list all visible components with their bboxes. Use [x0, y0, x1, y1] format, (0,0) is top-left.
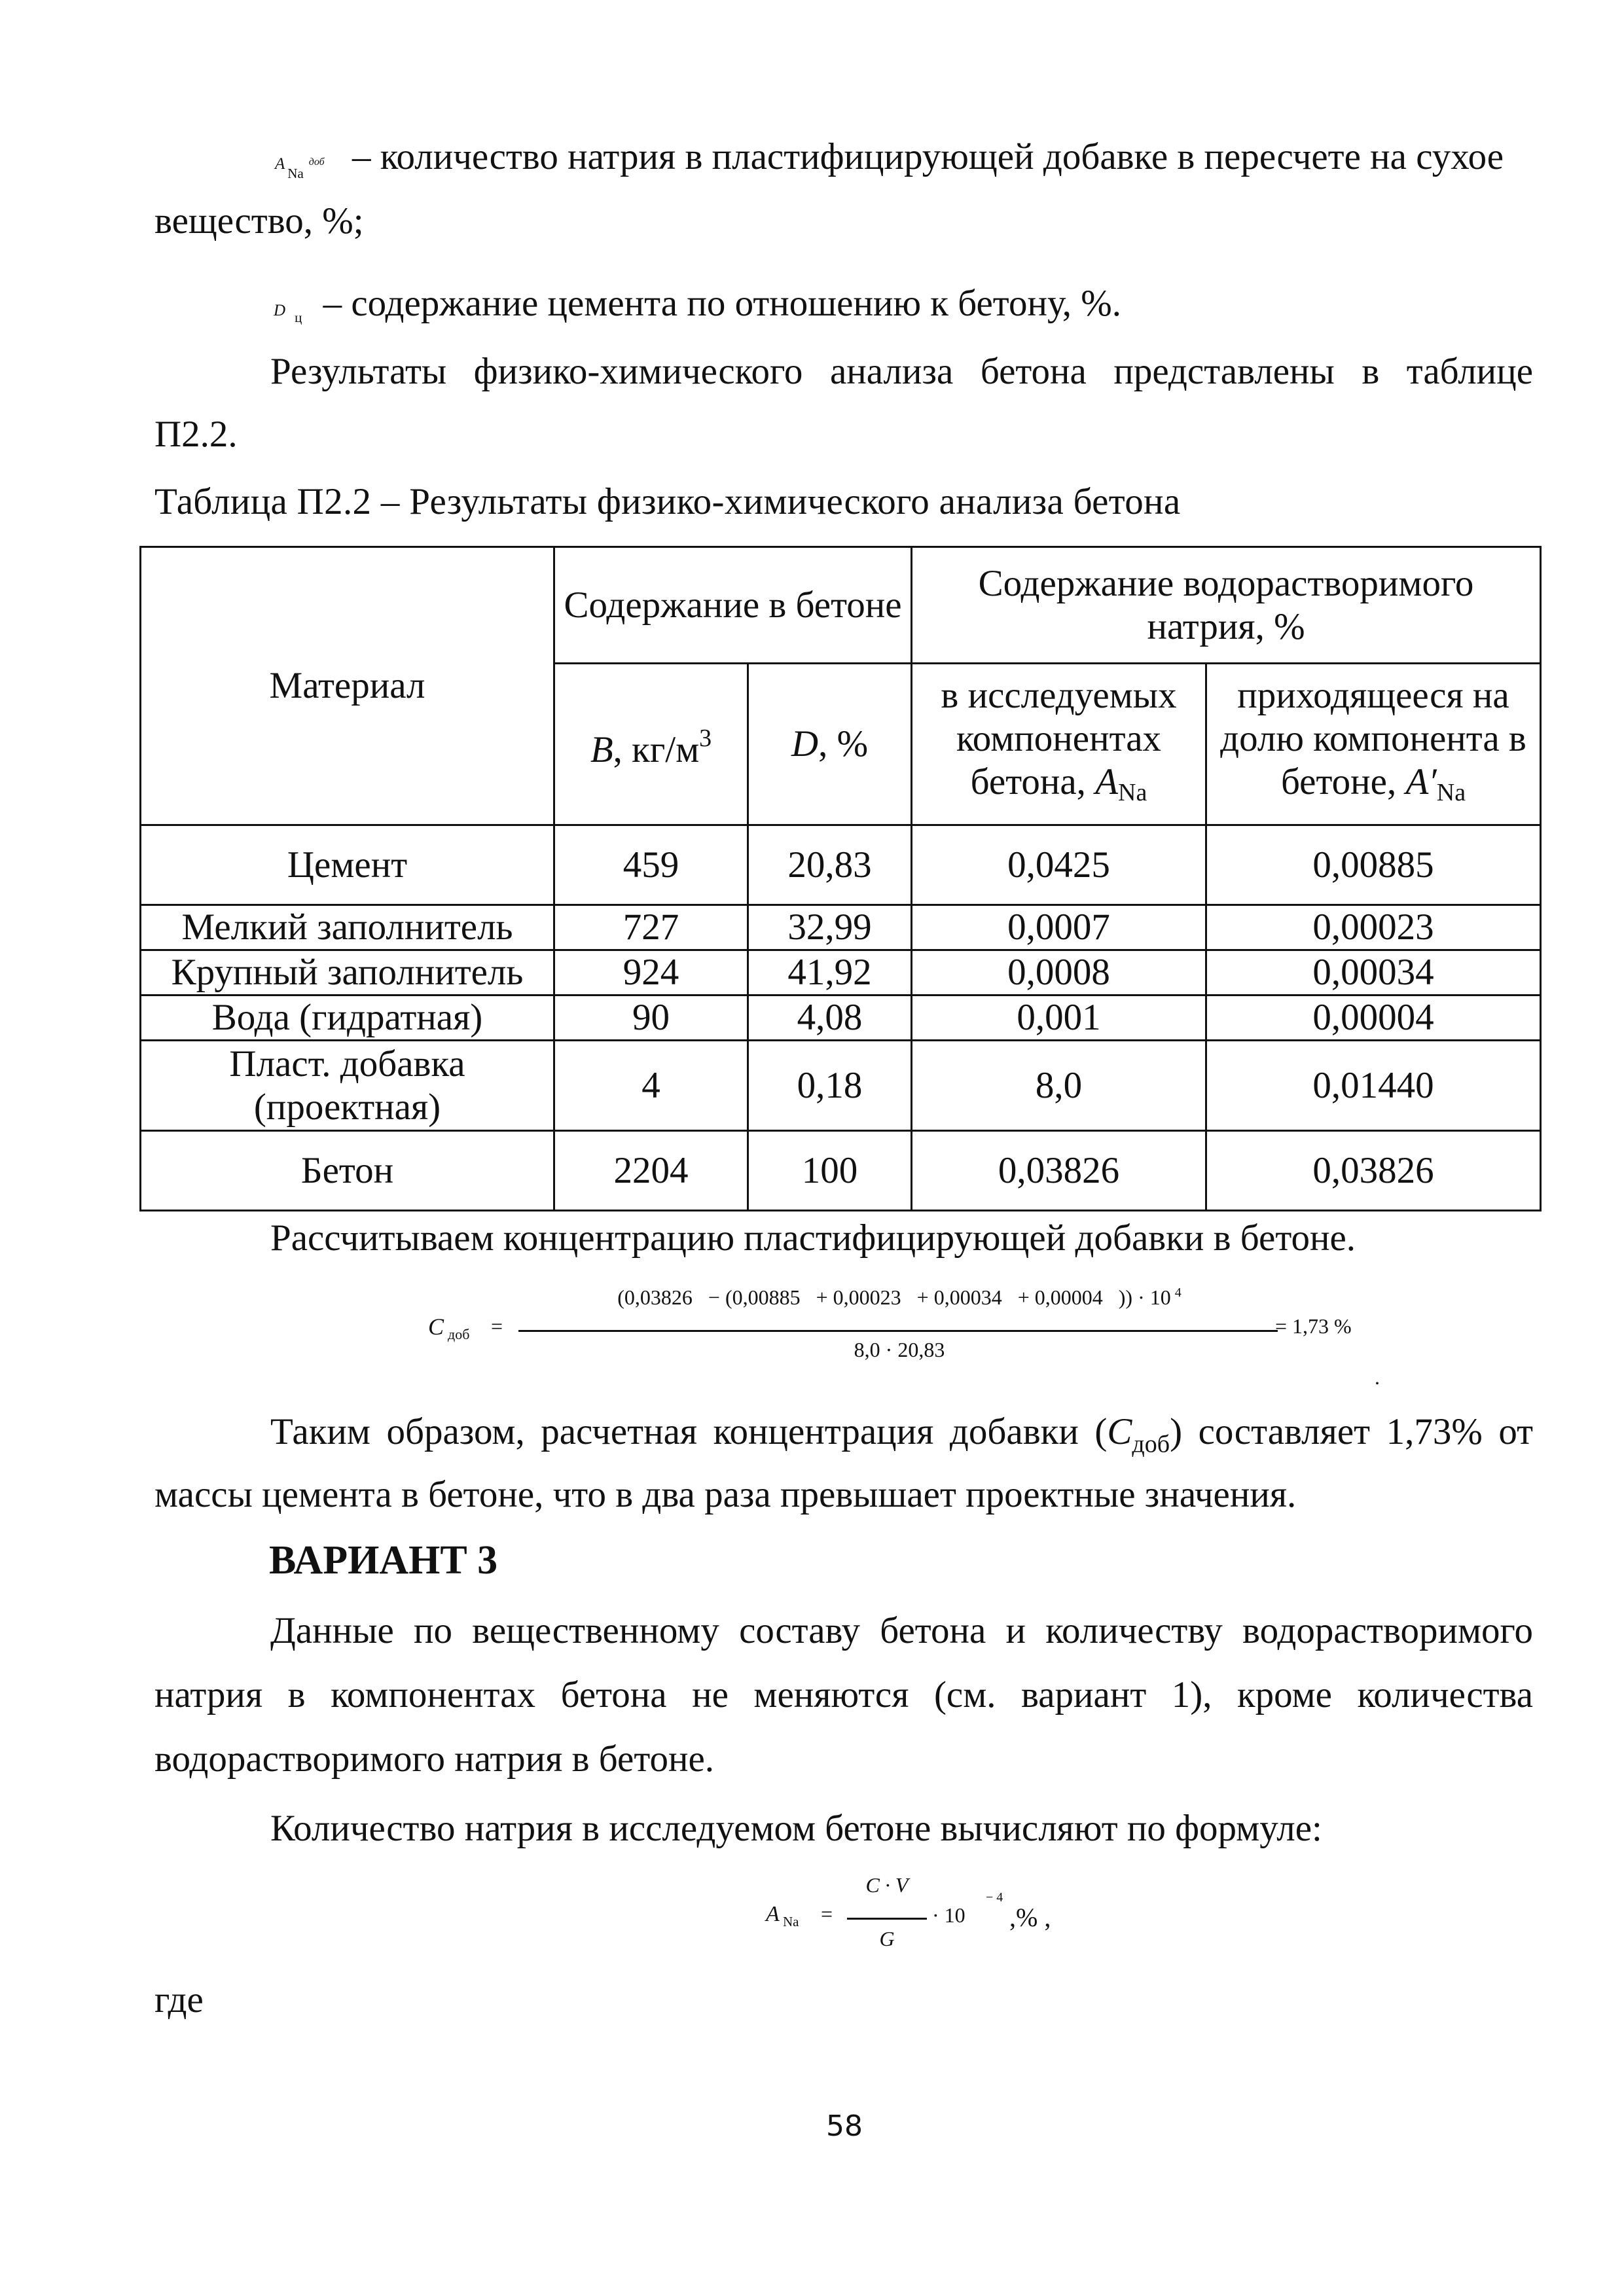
cell-d: 4,08: [748, 996, 912, 1041]
cell-a: 0,0008: [912, 950, 1206, 996]
symbol-sub-c: ц: [295, 310, 302, 325]
cell-a: 0,0007: [912, 905, 1206, 950]
header-d: D, %: [748, 664, 912, 825]
def-d-c: [274, 281, 1121, 333]
formula2-fraction-bar: [847, 1918, 927, 1920]
def-a-na-dob: [275, 135, 1504, 188]
table-row: [141, 1131, 1541, 1211]
cell-a: 0,001: [912, 996, 1206, 1041]
cell-d: 0,18: [748, 1041, 912, 1131]
def-a-text: – количество натрия в пластифицирующей добавке в пересчете на сухое: [352, 136, 1504, 177]
conclusion-line-1: Таким образом, расчетная концентрация добавки $(C_{доб})$ составляет 1,73% от: [270, 1411, 1534, 1458]
symbol-d: D: [274, 302, 286, 319]
formula2-mult: · 10: [932, 1903, 965, 1927]
formula1-fraction-bar: [518, 1330, 1278, 1332]
header-in-components: в исследуемых компонентах бетона, $A_{Na}$: [912, 664, 1206, 825]
table-caption: Таблица П2.2 – Результаты физико-химического анализа бетона: [154, 481, 1181, 522]
header-content: Содержание в бетоне: [554, 547, 912, 664]
intro-line-2: П2.2.: [154, 414, 238, 455]
conclusion-line-2: массы цемента в бетоне, что в два раза превышает проектные значения.: [154, 1474, 1297, 1515]
cell-b: 90: [554, 996, 748, 1041]
section-heading: ВАРИАНТ 3: [269, 1538, 498, 1583]
table-row: [141, 825, 1541, 905]
symbol-sub-dob: доб: [308, 156, 325, 168]
cell-material: Бетон: [141, 1131, 554, 1211]
cell-material: Вода (гидратная): [141, 996, 554, 1041]
cell-a: 0,0425: [912, 825, 1206, 905]
cell-a2: 0,00034: [1206, 950, 1541, 996]
header-share: приходящееся на долю компонента в бетоне, $A'_{Na}$: [1206, 664, 1541, 825]
variant3-line-3: водорастворимого натрия в бетоне.: [154, 1738, 715, 1780]
symbol-a: A: [275, 155, 285, 173]
cell-b: 459: [554, 825, 748, 905]
calc-intro: Рассчитываем концентрацию пластифицирующей добавки в бетоне.: [270, 1217, 1356, 1259]
cell-d: 20,83: [748, 825, 912, 905]
cell-d: 32,99: [748, 905, 912, 950]
def-a-text-cont: вещество, %;: [154, 200, 364, 242]
variant3-line-2: натрия в компонентах бетона не меняются (см. вариант 1), кроме количества: [154, 1674, 1533, 1715]
cell-material: Мелкий заполнитель: [141, 905, 554, 950]
formula1-lhs-sub: доб: [448, 1326, 470, 1342]
cell-material: Цемент: [141, 825, 554, 905]
cell-a: 0,03826: [912, 1131, 1206, 1211]
cell-d: 100: [748, 1131, 912, 1211]
cell-material: Крупный заполнитель: [141, 950, 554, 996]
formula2-sup: − 4: [986, 1890, 1003, 1905]
where-label: где: [154, 1979, 204, 2020]
cell-b: 727: [554, 905, 748, 950]
cell-a2: 0,00023: [1206, 905, 1541, 950]
cell-b: 2204: [554, 1131, 748, 1211]
formula2-denominator: G: [879, 1927, 895, 1950]
symbol-sub-na: Na: [287, 166, 304, 181]
formula1-numerator: (0,03826 − (0,00885 + 0,00023 + 0,00034 + 0,00004 )) · 10 $^4$: [617, 1285, 1182, 1309]
cell-a2: 0,00885: [1206, 825, 1541, 905]
formula1-denominator: 8,0 · 20,83: [854, 1338, 945, 1361]
cell-b: 4: [554, 1041, 748, 1131]
header-material: Материал: [141, 547, 554, 825]
formula1-eq: =: [491, 1314, 503, 1338]
table-row: [141, 1041, 1541, 1131]
formula2-tail: ,% ,: [1009, 1903, 1051, 1932]
page-number: 58: [826, 2109, 863, 2143]
cell-a2: 0,03826: [1206, 1131, 1541, 1211]
cell-d: 41,92: [748, 950, 912, 996]
table-row: [141, 996, 1541, 1041]
formula2-eq: =: [821, 1902, 833, 1926]
cell-a: 8,0: [912, 1041, 1206, 1131]
formula1-result: = 1,73 %: [1275, 1314, 1352, 1338]
cell-material: Пласт. добавка (проектная): [141, 1041, 554, 1131]
intro-line-1: Результаты физико-химического анализа бетона представлены в таблице: [270, 351, 1533, 392]
cell-b: 924: [554, 950, 748, 996]
formula2-lhs-sub: Na: [783, 1914, 799, 1929]
formula2-numerator: C · V: [865, 1873, 909, 1897]
table-row: [141, 950, 1541, 996]
def-d-text: – содержание цемента по отношению к бетону, %.: [323, 283, 1121, 324]
cell-a2: 0,01440: [1206, 1041, 1541, 1131]
results-table: [139, 546, 1542, 1211]
formula1-dot: .: [1375, 1365, 1380, 1389]
header-b: B, $кг/м^3$: [554, 664, 748, 825]
cell-a2: 0,00004: [1206, 996, 1541, 1041]
table-row: [141, 905, 1541, 950]
formula2-lhs: A: [766, 1902, 780, 1926]
variant3-line-1: Данные по вещественному составу бетона и количеству водорастворимого: [270, 1610, 1533, 1651]
formula1-lhs: C: [428, 1314, 444, 1340]
formula-intro: Количество натрия в исследуемом бетоне вычисляют по формуле:: [270, 1808, 1322, 1849]
header-sodium: Содержание водорастворимого натрия, %: [912, 547, 1541, 664]
